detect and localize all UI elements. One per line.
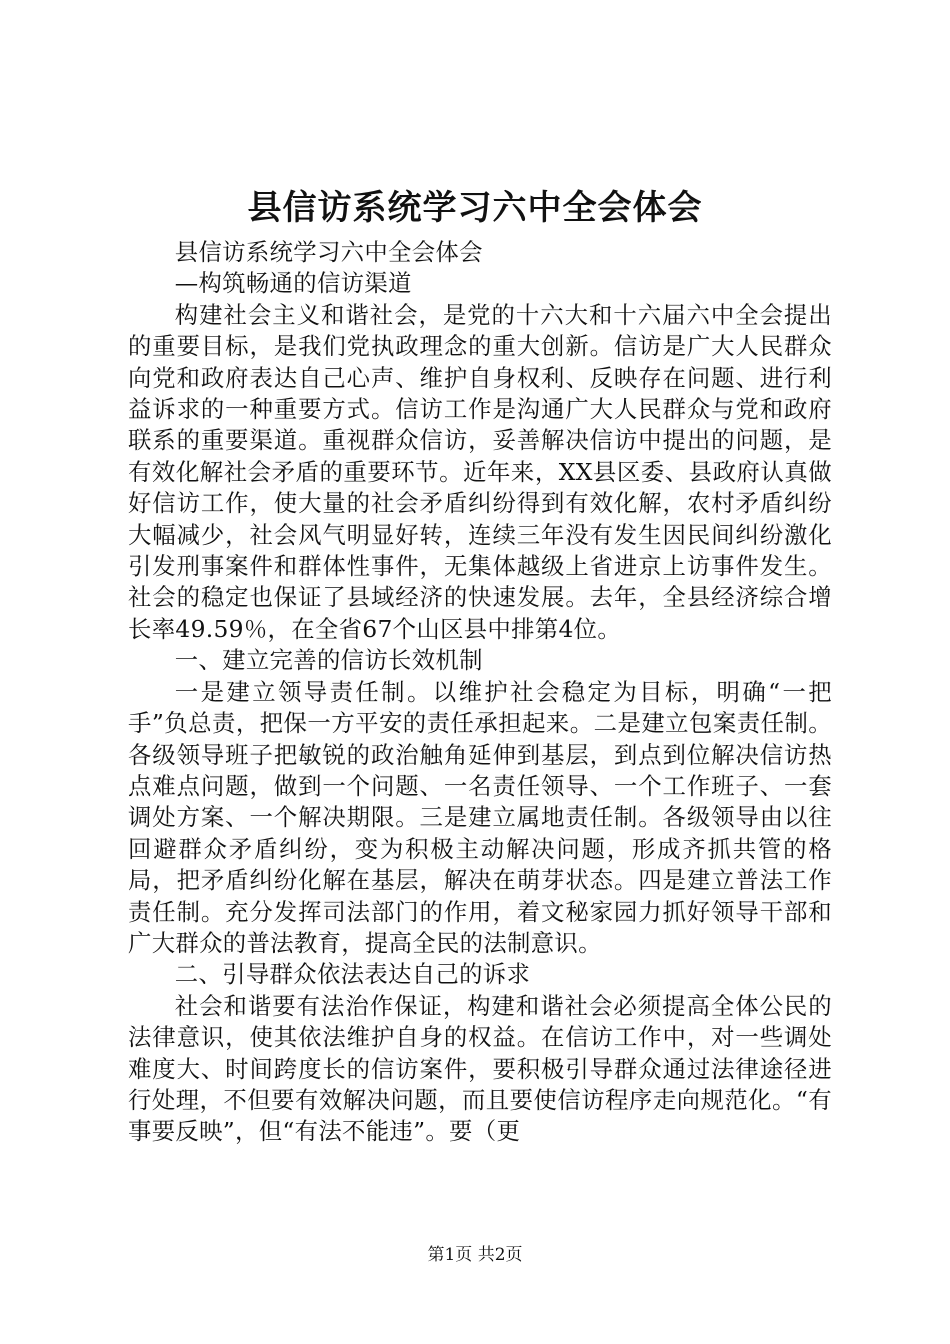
document-body	[128, 237, 832, 1148]
section-heading: 一、建立完善的信访长效机制	[174, 646, 483, 675]
body-paragraph: 一是建立领导责任制。以维护社会稳定为目标，明确“一把手”负总责，把保一方平安的责任承担起来。二是建立包案责任制。各级领导班子把敏锐的政治触角延伸到基层，到点到位解决信访热点难点问题，做到一个问题、一名责任领导、一个工作班子、一套调处方案、一个解决期限。三是建立属地责任制。各级领导由以往回避群众矛盾纠纷，变为积极主动解决问题，形成齐抓共管的格局，把矛盾纠纷化解在基层，解决在萌芽状态。四是建立普法工作责任制。充分发挥司法部门的作用，着文秘家园力抓好领导干部和广大群众的普法教育，提高全民的法制意识。	[128, 677, 832, 957]
document-title: 县信访系统学习六中全会体会	[247, 188, 703, 228]
page-number-footer: 第1页 共2页	[427, 1245, 523, 1265]
section-heading: 二、引导群众依法表达自己的诉求	[174, 960, 531, 989]
body-paragraph: 构建社会主义和谐社会，是党的十六大和十六届六中全会提出的重要目标，是我们党执政理念的重大创新。信访是广大人民群众向党和政府表达自己心声、维护自身权利、反映存在问题、进行利益诉求的一种重要方式。信访工作是沟通广大人民群众与党和政府联系的重要渠道。重视群众信访，妥善解决信访中提出的问题，是有效化解社会矛盾的重要环节。近年来，XX县区委、县政府认真做好信访工作，使大量的社会矛盾纠纷得到有效化解，农村矛盾纠纷大幅减少，社会风气明显好转，连续三年没有发生因民间纠纷激化引发刑事案件和群体性事件，无集体越级上省进京上访事件发生。社会的稳定也保证了县域经济的快速发展。去年，全县经济综合增长率49.59％，在全省67个山区县中排第4位。	[128, 300, 832, 643]
body-paragraph: 社会和谐要有法治作保证，构建和谐社会必须提高全体公民的法律意识，使其依法维护自身的权益。在信访工作中，对一些调处难度大、时间跨度长的信访案件，要积极引导群众通过法律途径进行处理，不但要有效解决问题，而且要使信访程序走向规范化。“有事要反映”，但“有法不能违”。要（更	[128, 991, 832, 1146]
subheading-paragraph: —构筑畅通的信访渠道	[174, 269, 412, 298]
subtitle-paragraph: 县信访系统学习六中全会体会	[174, 238, 483, 266]
